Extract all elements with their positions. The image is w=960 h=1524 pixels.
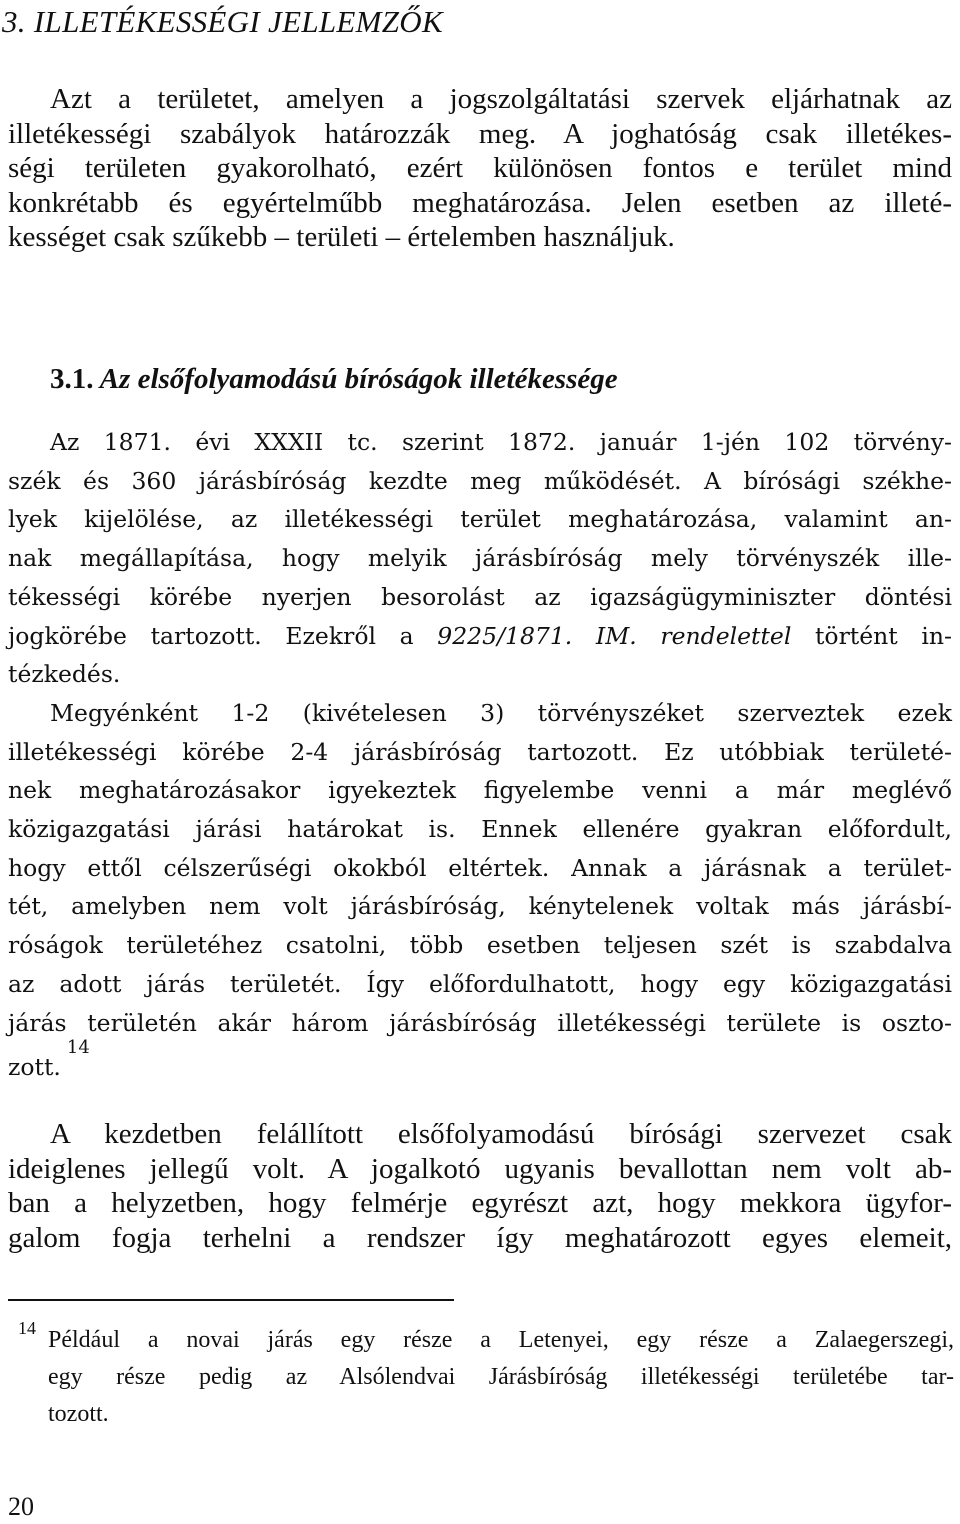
text-line: az adott járás területét. Így előfordulhatott, hogy egy közigazgatási bbox=[8, 969, 952, 998]
text-line: ideiglenes jellegű volt. A jogalkotó ugyanis bevallottan nem volt ab- bbox=[8, 1152, 952, 1185]
text-line: ban a helyzetben, hogy felmérje egyrészt azt, hogy mekkora ügyfor- bbox=[8, 1187, 952, 1220]
footnote-text bbox=[48, 1322, 954, 1433]
page-number: 20 bbox=[8, 1492, 34, 1521]
decree-word: rendelettel bbox=[660, 621, 792, 650]
body-paragraph-1 bbox=[8, 423, 952, 1087]
text-line: hogy ettől célszerűségi okokból eltértek. Annak a járásnak a terület- bbox=[8, 853, 952, 882]
text-run bbox=[637, 622, 661, 650]
text-line: Például a novai járás egy része a Letenyei, egy része a Zalaegerszegi, bbox=[48, 1327, 954, 1353]
text-line: róságok területéhez csatolni, több esetben teljesen szét is szabdalva bbox=[8, 931, 952, 960]
text-line: illetékességi körébe 2-4 járásbíróság tartozott. Ez utóbbiak területé- bbox=[8, 737, 952, 766]
text-line: tékességi körébe nyerjen besorolást az igazságügyminiszter döntési bbox=[8, 582, 952, 611]
section-number: 3.1. bbox=[50, 363, 94, 395]
footnote-number: 14 bbox=[18, 1318, 36, 1338]
text-line bbox=[8, 1037, 952, 1087]
footnote-divider bbox=[8, 1299, 454, 1301]
text-line: egy része pedig az Alsólendvai Járásbíróság illetékességi területébe tar- bbox=[48, 1364, 954, 1390]
body-paragraph-2 bbox=[8, 1117, 952, 1255]
text-line: Az 1871. évi XXXII tc. szerint 1872. január 1-jén 102 törvény- bbox=[50, 428, 952, 456]
section-title: Az elsőfolyamodású bíróságok illetékessége bbox=[99, 363, 618, 395]
text-line: A kezdetben felállított elsőfolyamodású bírósági szervezet csak bbox=[50, 1118, 952, 1150]
decree-reference: 9225/1871. IM. bbox=[437, 621, 637, 650]
text-run: történt in- bbox=[791, 621, 952, 650]
text-line: Azt a területet, amelyen a jogszolgáltatási szervek eljárhatnak az bbox=[50, 83, 952, 115]
footnote-reference[interactable]: 14 bbox=[66, 1037, 90, 1059]
text-run: jogkörébe tartozott. Ezekről a bbox=[8, 621, 438, 650]
text-line: Megyénként 1-2 (kivételesen 3) törvényszéket szerveztek ezek bbox=[50, 698, 952, 727]
text-line: tozott. bbox=[48, 1401, 109, 1427]
text-line: tét, amelyben nem volt járásbíróság, kénytelenek voltak más járásbí- bbox=[8, 892, 952, 921]
text-line: ségi területen gyakorolható, ezért különösen fontos e terület mind bbox=[8, 152, 952, 185]
text-run: zott. bbox=[8, 1053, 61, 1082]
text-line: nek meghatározásakor igyekeztek figyelembe venni a már meglévő bbox=[8, 776, 952, 805]
chapter-title: 3. ILLETÉKESSÉGI JELLEMZŐK bbox=[2, 4, 443, 39]
text-line: galom fogja terhelni a rendszer így meghatározott egyes elemeit, bbox=[8, 1221, 952, 1254]
text-line: konkrétabb és egyértelműbb meghatározása. Jelen esetben az illeté- bbox=[8, 186, 952, 219]
text-line: járás területén akár három járásbíróság illetékességi területe is oszto- bbox=[8, 1008, 952, 1037]
text-line: lyek kijelölése, az illetékességi terület meghatározása, valamint an- bbox=[8, 505, 952, 534]
section-heading bbox=[50, 360, 618, 398]
text-line: kességet csak szűkebb – területi – értelemben használjuk. bbox=[8, 221, 675, 254]
text-line: közigazgatási járási határokat is. Ennek ellenére gyakran előfordult, bbox=[8, 815, 952, 844]
text-line: illetékességi szabályok határozzák meg. A joghatóság csak illetékes- bbox=[8, 117, 952, 150]
text-line: tézkedés. bbox=[8, 660, 121, 689]
intro-paragraph bbox=[8, 82, 952, 255]
text-line: nak megállapítása, hogy melyik járásbíróság mely törvényszék ille- bbox=[8, 544, 952, 573]
text-line: szék és 360 járásbíróság kezdte meg működését. A bírósági székhe- bbox=[8, 466, 952, 495]
text-line bbox=[8, 617, 952, 656]
